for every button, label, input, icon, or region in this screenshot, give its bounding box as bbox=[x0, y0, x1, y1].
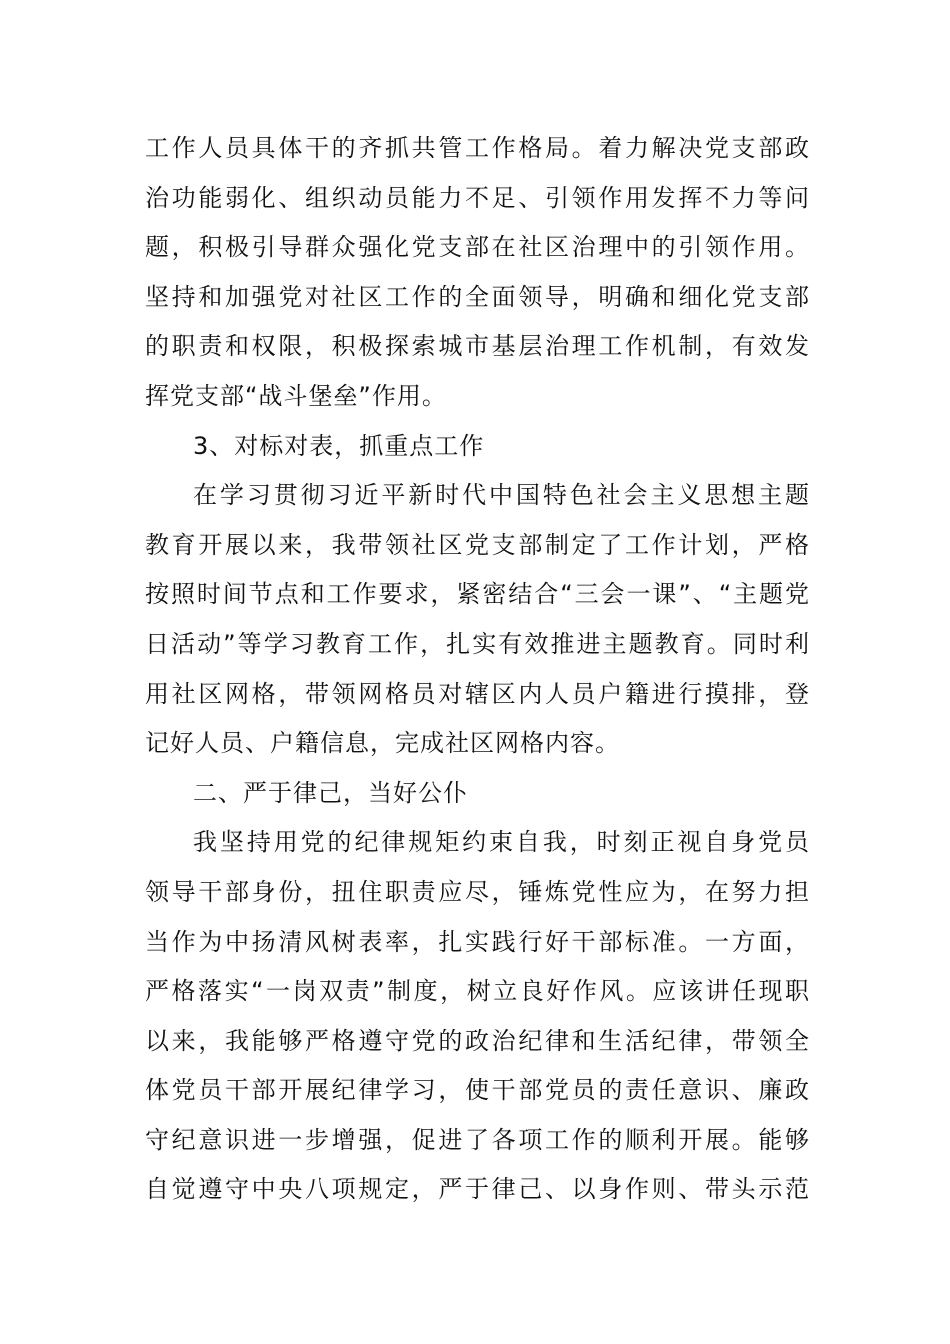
text-line-2: 治功能弱化、组织动员能力不足、引领作用发挥不力等问 bbox=[145, 183, 810, 212]
text-line-22: 自觉遵守中央八项规定，严于律己、以身作则、带头示范 bbox=[145, 1175, 810, 1204]
section-heading-3: 3、对标对表，抓重点工作 bbox=[193, 431, 485, 460]
text-line-1: 工作人员具体干的齐抓共管工作格局。着力解决党支部政 bbox=[145, 134, 810, 162]
text-line-18: 严格落实“一岗双责”制度，树立良好作风。应该讲任现职 bbox=[145, 977, 810, 1006]
text-line-4: 坚持和加强党对社区工作的全面领导，明确和细化党支部 bbox=[145, 282, 810, 311]
text-line-13: 记好人员、户籍信息，完成社区网格内容。 bbox=[145, 729, 620, 758]
text-line-8: 在学习贯彻习近平新时代中国特色社会主义思想主题 bbox=[193, 481, 810, 510]
text-line-9: 教育开展以来，我带领社区党支部制定了工作计划，严格 bbox=[145, 530, 810, 559]
text-line-16: 领导干部身份，扭住职责应尽，锤炼党性应为，在努力担 bbox=[145, 877, 810, 906]
document-body bbox=[145, 124, 810, 1215]
text-line-10: 按照时间节点和工作要求，紧密结合“三会一课”、“主题党 bbox=[145, 580, 810, 609]
text-line-11: 日活动”等学习教育工作，扎实有效推进主题教育。同时利 bbox=[145, 629, 810, 658]
text-line-21: 守纪意识进一步增强，促进了各项工作的顺利开展。能够 bbox=[145, 1125, 810, 1154]
text-line-5: 的职责和权限，积极探索城市基层治理工作机制，有效发 bbox=[145, 332, 810, 361]
text-line-20: 体党员干部开展纪律学习，使干部党员的责任意识、廉政 bbox=[145, 1076, 810, 1105]
text-line-15: 我坚持用党的纪律规矩约束自我，时刻正视自身党员 bbox=[193, 828, 810, 857]
section-heading-2: 二、严于律己，当好公仆 bbox=[193, 778, 468, 807]
text-line-12: 用社区网格，带领网格员对辖区内人员户籍进行摸排，登 bbox=[145, 679, 810, 708]
text-line-3: 题，积极引导群众强化党支部在社区治理中的引领作用。 bbox=[145, 233, 810, 262]
text-line-6: 挥党支部“战斗堡垒”作用。 bbox=[145, 381, 447, 410]
text-line-17: 当作为中扬清风树表率，扎实践行好干部标准。一方面， bbox=[145, 927, 810, 956]
text-line-19: 以来，我能够严格遵守党的政治纪律和生活纪律，带领全 bbox=[145, 1026, 810, 1055]
